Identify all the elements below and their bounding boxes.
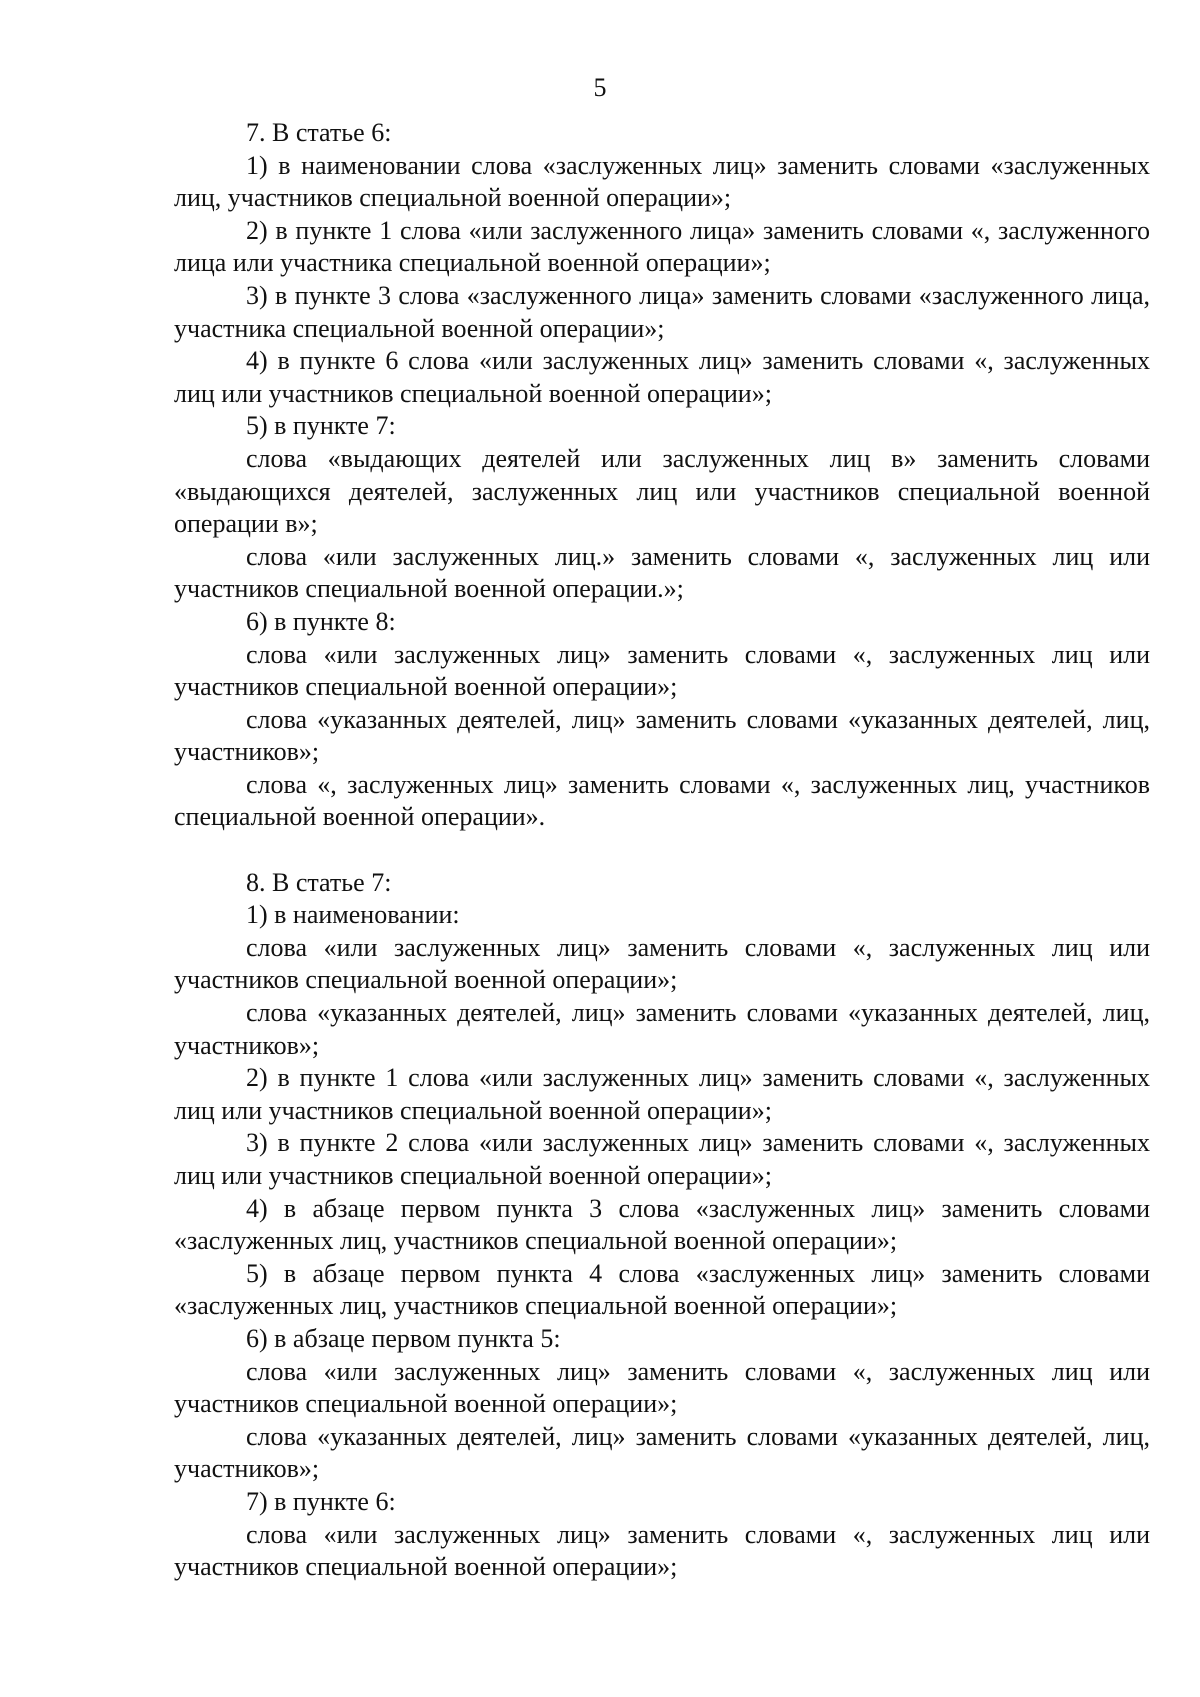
document-body: [174, 117, 1150, 1584]
paragraph: слова «выдающих деятелей или заслуженных лиц в» заменить словами «выдающихся деятелей, заслуженных лиц или участников специальной военной операции в»;: [174, 443, 1150, 539]
paragraph: 3) в пункте 3 слова «заслуженного лица» заменить словами «заслуженного лица, участника специальной военной операции»;: [174, 280, 1150, 343]
paragraph: 2) в пункте 1 слова «или заслуженного лица» заменить словами «, заслуженного лица или участника специальной военной операции»;: [174, 215, 1150, 278]
paragraph: 4) в пункте 6 слова «или заслуженных лиц» заменить словами «, заслуженных лиц или участников специальной военной операции»;: [174, 346, 1150, 408]
paragraph: слова «, заслуженных лиц» заменить словами «, заслуженных лиц, участников специальной военной операции».: [174, 769, 1150, 832]
paragraph: 6) в пункте 8:: [246, 606, 396, 636]
section-spacer: [174, 834, 1150, 867]
paragraph: слова «указанных деятелей, лиц» заменить словами «указанных деятелей, лиц, участников»;: [174, 998, 1150, 1060]
paragraph: 7) в пункте 6:: [246, 1486, 396, 1516]
paragraph: 5) в абзаце первом пункта 4 слова «заслуженных лиц» заменить словами «заслуженных лиц, участников специальной военной операции»;: [174, 1258, 1150, 1321]
paragraph: слова «или заслуженных лиц» заменить словами «, заслуженных лиц или участников специальной военной операции»;: [174, 639, 1150, 702]
paragraph: слова «или заслуженных лиц» заменить словами «, заслуженных лиц или участников специальной военной операции»;: [174, 932, 1150, 995]
paragraph: слова «или заслуженных лиц» заменить словами «, заслуженных лиц или участников специальной военной операции»;: [174, 1356, 1150, 1419]
paragraph: 3) в пункте 2 слова «или заслуженных лиц» заменить словами «, заслуженных лиц или участников специальной военной операции»;: [174, 1128, 1150, 1190]
paragraph: слова «указанных деятелей, лиц» заменить словами «указанных деятелей, лиц, участников»;: [174, 704, 1150, 767]
paragraph: 1) в наименовании:: [246, 900, 460, 930]
paragraph: слова «или заслуженных лиц.» заменить словами «, заслуженных лиц или участников специальной военной операции.»;: [174, 541, 1150, 604]
paragraph: слова «или заслуженных лиц» заменить словами «, заслуженных лиц или участников специальной военной операции»;: [174, 1519, 1150, 1582]
page-number: 5: [593, 73, 607, 102]
paragraph: 1) в наименовании слова «заслуженных лиц» заменить словами «заслуженных лиц, участников специальной военной операции»;: [174, 150, 1150, 213]
section-heading: 7. В статье 6:: [246, 118, 392, 147]
paragraph: 2) в пункте 1 слова «или заслуженных лиц» заменить словами «, заслуженных лиц или участников специальной военной операции»;: [174, 1063, 1150, 1125]
section-heading: 8. В статье 7:: [246, 867, 392, 897]
paragraph: слова «указанных деятелей, лиц» заменить словами «указанных деятелей, лиц, участников»;: [174, 1421, 1150, 1484]
paragraph: 4) в абзаце первом пункта 3 слова «заслуженных лиц» заменить словами «заслуженных лиц, участников специальной военной операции»;: [174, 1193, 1150, 1256]
paragraph: 5) в пункте 7:: [246, 411, 396, 441]
paragraph: 6) в абзаце первом пункта 5:: [246, 1323, 561, 1353]
